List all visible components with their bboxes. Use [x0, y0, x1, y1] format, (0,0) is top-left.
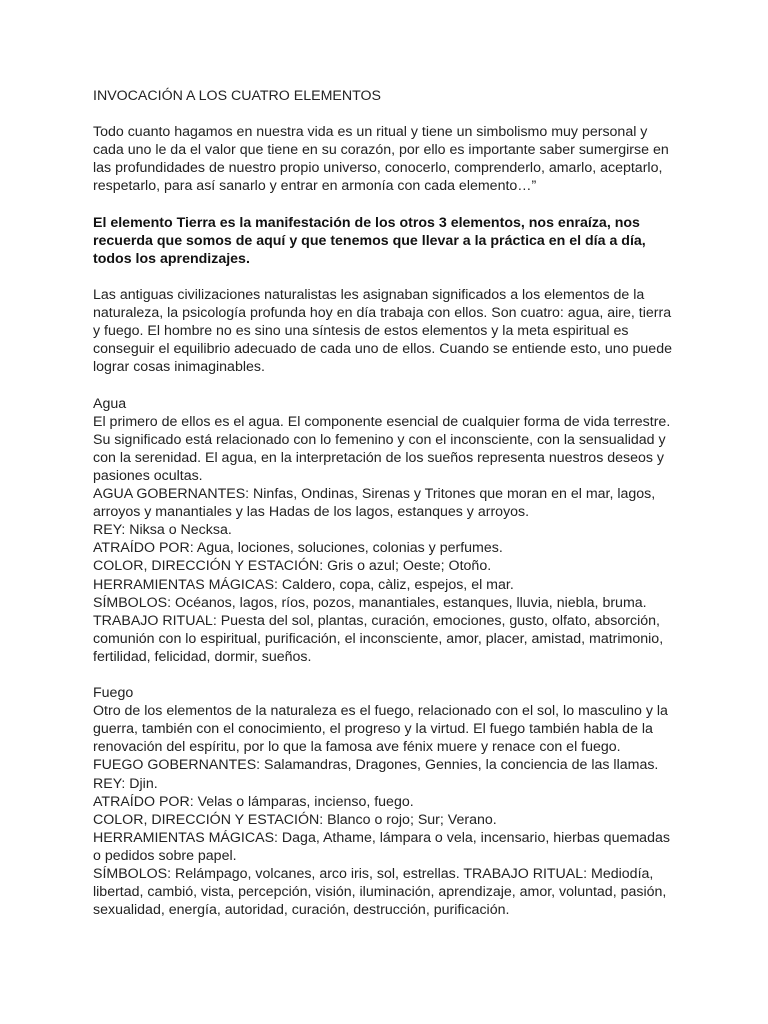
- fuego-line: renovación del espíritu, por lo que la famosa ave fénix muere y renace con el fuego.: [93, 739, 621, 756]
- agua-line: pasiones ocultas.: [93, 467, 203, 484]
- document-body: [93, 87, 678, 919]
- fuego-line: o pedidos sobre papel.: [93, 847, 237, 864]
- tierra-line: El elemento Tierra es la manifestación de los otros 3 elementos, nos enraíza, nos: [93, 214, 640, 231]
- agua-line: comunión con lo espiritual, purificación, el inconsciente, amor, placer, amistad, matrimonio,: [93, 630, 664, 647]
- agua-line: con la serenidad. El agua, en la interpretación de los sueños representa nuestros deseos y: [93, 449, 665, 466]
- civilizations-line: naturaleza, la psicología profunda hoy en día trabaja con ellos. Son cuatro: agua, aire, tierra: [93, 305, 672, 322]
- tierra-paragraph: [93, 214, 678, 268]
- agua-line: TRABAJO RITUAL: Puesta del sol, plantas, curación, emociones, gusto, olfato, absorción,: [93, 612, 660, 629]
- agua-heading: Agua: [93, 395, 127, 412]
- intro-paragraph: [93, 123, 678, 195]
- civilizations-line: y fuego. El hombre no es sino una síntesis de estos elementos y la meta espiritual es: [93, 323, 629, 340]
- civilizations-paragraph: [93, 286, 678, 376]
- intro-line: respetarlo, para así sanarlo y entrar en armonía con cada elemento…”: [93, 178, 537, 195]
- fuego-line: sexualidad, energía, autoridad, curación, destrucción, purificación.: [93, 902, 510, 919]
- agua-line: El primero de ellos es el agua. El componente esencial de cualquier forma de vida terrestre.: [93, 413, 671, 430]
- fuego-line: libertad, cambió, vista, percepción, visión, iluminación, aprendizaje, amor, voluntad, pasión,: [93, 884, 667, 901]
- fuego-line: FUEGO GOBERNANTES: Salamandras, Dragones, Gennies, la conciencia de las llamas.: [93, 757, 659, 774]
- tierra-line: recuerda que somos de aquí y que tenemos que llevar a la práctica en el día a día,: [93, 232, 646, 249]
- civilizations-line: Las antiguas civilizaciones naturalistas les asignaban significados a los elementos de la: [93, 287, 645, 304]
- agua-line: fertilidad, felicidad, dormir, sueños.: [93, 648, 312, 665]
- intro-line: cada uno le da el valor que tiene en su corazón, por ello es importante saber sumergirse en: [93, 142, 669, 159]
- fuego-line: Otro de los elementos de la naturaleza es el fuego, relacionado con el sol, lo masculino y la: [93, 703, 668, 720]
- agua-line: ATRAÍDO POR: Agua, lociones, soluciones, colonias y perfumes.: [93, 540, 503, 557]
- agua-line: Su significado está relacionado con lo femenino y con el inconsciente, con la sensualidad y: [93, 431, 666, 448]
- document-title: INVOCACIÓN A LOS CUATRO ELEMENTOS: [93, 88, 382, 104]
- spacer: [93, 196, 678, 214]
- fuego-line: guerra, también con el conocimiento, el progreso y la virtud. El fuego también habla de la: [93, 721, 653, 738]
- spacer: [93, 105, 678, 123]
- fuego-line: ATRAÍDO POR: Velas o lámparas, incienso, fuego.: [93, 793, 414, 810]
- fuego-line: COLOR, DIRECCIÓN Y ESTACIÓN: Blanco o rojo; Sur; Verano.: [93, 811, 497, 828]
- civilizations-line: lograr cosas inimaginables.: [93, 359, 265, 376]
- intro-line: Todo cuanto hagamos en nuestra vida es un ritual y tiene un simbolismo muy personal y: [93, 124, 648, 141]
- agua-line: SÍMBOLOS: Océanos, lagos, ríos, pozos, manantiales, estanques, lluvia, niebla, bruma.: [93, 594, 647, 611]
- fuego-heading: Fuego: [93, 685, 134, 702]
- spacer: [93, 666, 678, 684]
- fuego-line: REY: Djin.: [93, 775, 158, 792]
- fuego-section: [93, 684, 678, 919]
- fuego-line: HERRAMIENTAS MÁGICAS: Daga, Athame, lámpara o vela, incensario, hierbas quemadas: [93, 829, 670, 846]
- spacer: [93, 377, 678, 395]
- civilizations-line: conseguir el equilibrio adecuado de cada uno de ellos. Cuando se entiende esto, uno puede: [93, 341, 672, 358]
- agua-line: arroyos y manantiales y las Hadas de los lagos, estanques y arroyos.: [93, 504, 530, 521]
- spacer: [93, 268, 678, 286]
- agua-section: [93, 395, 678, 666]
- fuego-line: SÍMBOLOS: Relámpago, volcanes, arco iris, sol, estrellas. TRABAJO RITUAL: Mediodía,: [93, 866, 654, 883]
- tierra-line: todos los aprendizajes.: [93, 250, 250, 267]
- agua-line: HERRAMIENTAS MÁGICAS: Caldero, copa, càliz, espejos, el mar.: [93, 576, 514, 593]
- agua-line: AGUA GOBERNANTES: Ninfas, Ondinas, Sirenas y Tritones que moran en el mar, lagos,: [93, 486, 656, 503]
- agua-line: REY: Niksa o Necksa.: [93, 522, 232, 539]
- agua-line: COLOR, DIRECCIÓN Y ESTACIÓN: Gris o azul; Oeste; Otoño.: [93, 558, 492, 575]
- intro-line: las profundidades de nuestro propio universo, conocerlo, comprenderlo, amarlo, aceptarlo,: [93, 160, 663, 177]
